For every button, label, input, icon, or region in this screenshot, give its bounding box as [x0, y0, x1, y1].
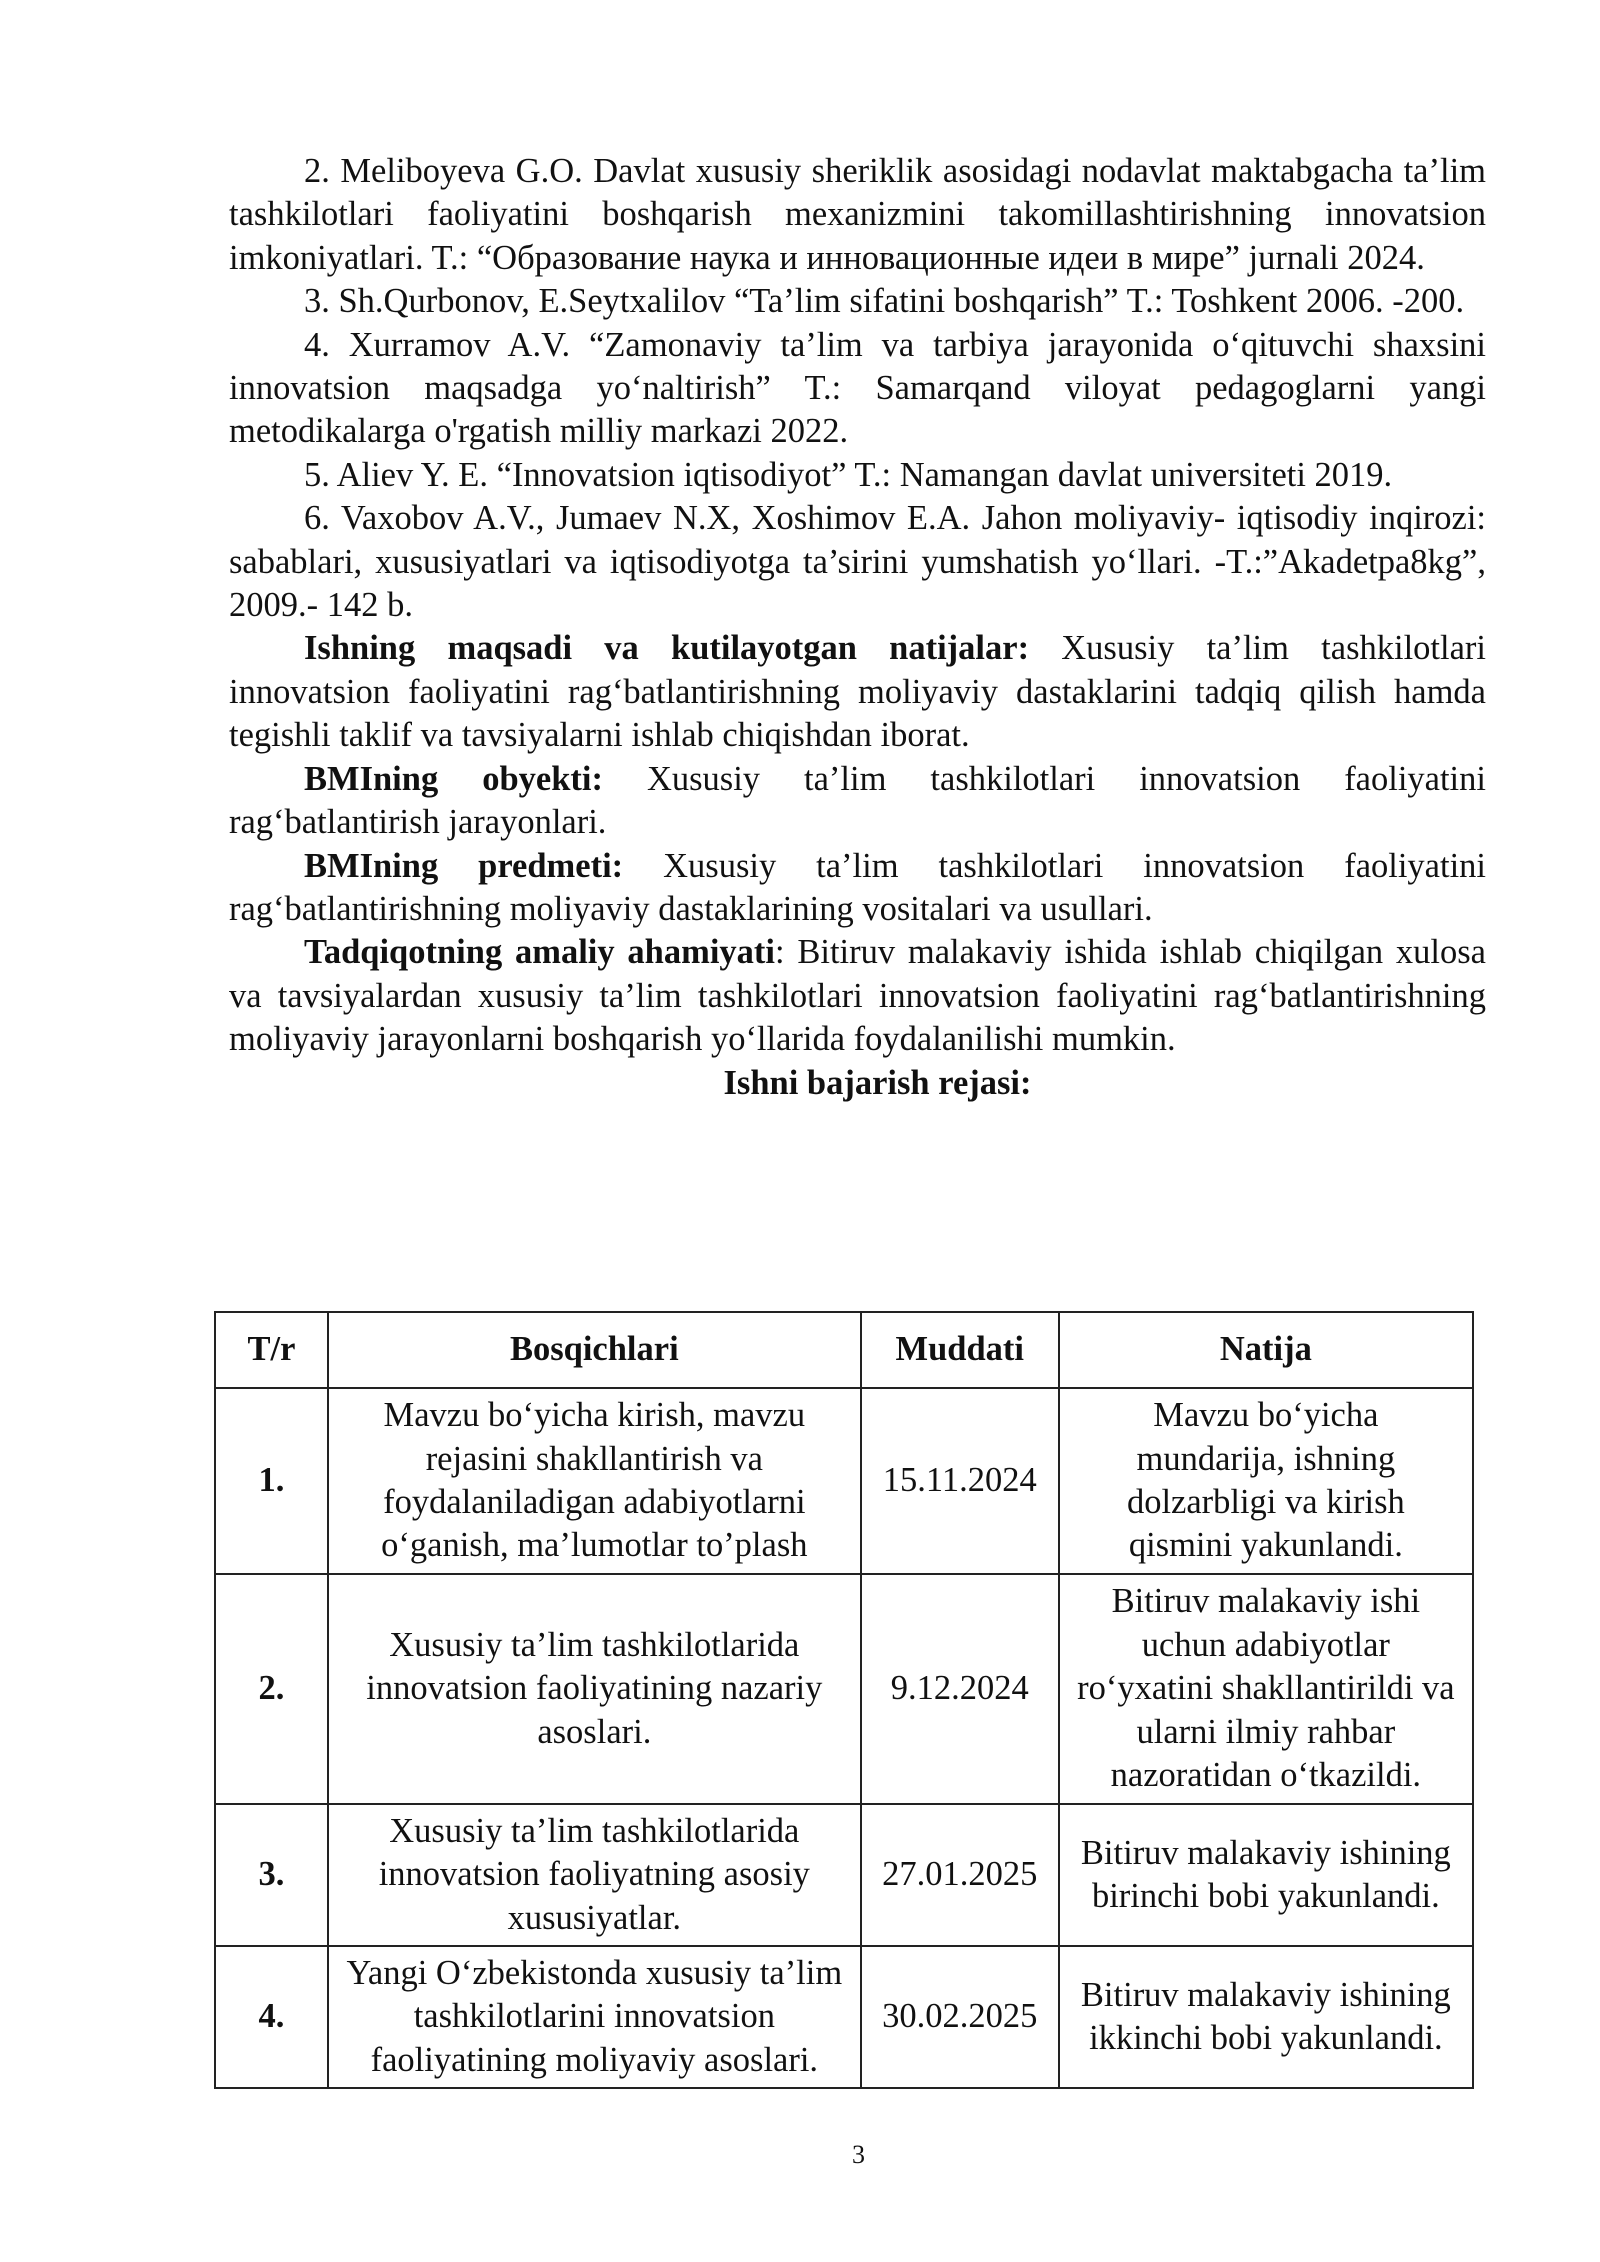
row-deadline: 30.02.2025	[861, 1946, 1059, 2088]
row-result: Bitiruv malakaviy ishining ikkinchi bobi yakunlandi.	[1059, 1946, 1473, 2088]
table-row	[215, 1946, 1473, 2088]
header-result: Natija	[1059, 1312, 1473, 1388]
reference-item: 4. Xurramov A.V. “Zamonaviy ta’lim va tarbiya jarayonida o‘qituvchi shaxsini innovatsion maqsadga yo‘naltirish” T.: Samarqand viloyat pedagoglarni yangi metodikalarga o'rgatish milliy markazi 2022.	[229, 325, 1486, 451]
row-deadline: 15.11.2024	[861, 1388, 1059, 1574]
row-deadline: 27.01.2025	[861, 1804, 1059, 1946]
row-result: Mavzu bo‘yicha mundarija, ishning dolzarbligi va kirish qismini yakunlandi.	[1059, 1388, 1473, 1574]
reference-item: 2. Meliboyeva G.O. Davlat xususiy sheriklik asosidagi nodavlat maktabgacha ta’lim tashkilotlari faoliyatini boshqarish mexanizmini takomillashtirishning innovatsion imkoniyatlari. T.: “Образование наука и инновационные идеи в мире” jurnali 2024.	[229, 152, 1486, 277]
table-row	[215, 1804, 1473, 1946]
row-result: Bitiruv malakaviy ishining birinchi bobi yakunlandi.	[1059, 1804, 1473, 1946]
practical-text: : Bitiruv malakaviy ishida ishlab chiqilgan xulosa va tavsiyalardan xususiy ta’lim tashkilotlari innovatsion faoliyatini rag‘batlantirishning moliyaviy jarayonlarni boshqarish yo‘llarida foydalanilishi mumkin.	[229, 933, 1486, 1059]
reference-item: 5. Aliev Y. E. “Innovatsion iqtisodiyot” T.: Namangan davlat universiteti 2019.	[304, 455, 1393, 494]
row-num: 3.	[215, 1804, 328, 1946]
object-paragraph	[229, 758, 1486, 845]
object-label: BMIning obyekti:	[304, 759, 603, 798]
table-row	[215, 1574, 1473, 1804]
subject-label: BMIning predmeti:	[304, 846, 624, 885]
header-num: T/r	[215, 1312, 328, 1388]
goal-paragraph	[229, 627, 1486, 757]
goal-text: Xususiy ta’lim tashkilotlari innovatsion faoliyatini rag‘batlantirishning moliyaviy dastaklarini tadqiq qilish hamda tegishli taklif va tavsiyalarni ishlab chiqishdan iborat.	[229, 629, 1486, 755]
row-num: 1.	[215, 1388, 328, 1574]
header-deadline: Muddati	[861, 1312, 1059, 1388]
object-text: Xususiy ta’lim tashkilotlari innovatsion faoliyatini rag‘batlantirish jarayonlari.	[229, 759, 1486, 842]
reference-item: 6. Vaxobov A.V., Jumaev N.X, Xoshimov E.A. Jahon moliyaviy- iqtisodiy inqirozi: sabablari, xususiyatlari va iqtisodiyotga ta’sirini yumshatish yo‘llari. -T.:”Akadetpa8kg”, 2009.- 142 b.	[229, 499, 1486, 625]
subject-text: Xususiy ta’lim tashkilotlari innovatsion faoliyatini rag‘batlantirishning moliyaviy dastaklarining vositalari va usullari.	[229, 846, 1486, 928]
row-stage: Yangi O‘zbekistonda xususiy ta’lim tashkilotlarini innovatsion faoliyatining moliyaviy asoslari.	[328, 1946, 861, 2088]
header-stage: Bosqichlari	[328, 1312, 861, 1388]
document-body	[229, 150, 1486, 1105]
practical-label: Tadqiqotning amaliy ahamiyati	[304, 933, 775, 972]
table-header-row	[215, 1312, 1473, 1388]
page-number: 3	[852, 2140, 865, 2169]
row-stage: Xususiy ta’lim tashkilotlarida innovatsion faoliyatning asosiy xususiyatlar.	[328, 1804, 861, 1946]
row-deadline: 9.12.2024	[861, 1574, 1059, 1804]
row-num: 2.	[215, 1574, 328, 1804]
plan-title: Ishni bajarish rejasi:	[723, 1063, 1032, 1102]
row-result: Bitiruv malakaviy ishi uchun adabiyotlar ro‘yxatini shakllantirildi va ularni ilmiy rahbar nazoratidan o‘tkazildi.	[1059, 1574, 1473, 1804]
reference-item: 3. Sh.Qurbonov, E.Seytxalilov “Ta’lim sifatini boshqarish” T.: Toshkent 2006. -200.	[304, 282, 1465, 321]
plan-table	[214, 1311, 1474, 2089]
subject-paragraph	[229, 845, 1486, 932]
row-num: 4.	[215, 1946, 328, 2088]
table-row	[215, 1388, 1473, 1574]
row-stage: Mavzu bo‘yicha kirish, mavzu rejasini shakllantirish va foydalaniladigan adabiyotlarni o‘ganish, ma’lumotlar to’plash	[328, 1388, 861, 1574]
goal-label: Ishning maqsadi va kutilayotgan natijalar:	[304, 629, 1030, 668]
row-stage: Xususiy ta’lim tashkilotlarida innovatsion faoliyatining nazariy asoslari.	[328, 1574, 861, 1804]
practical-paragraph	[229, 931, 1486, 1061]
